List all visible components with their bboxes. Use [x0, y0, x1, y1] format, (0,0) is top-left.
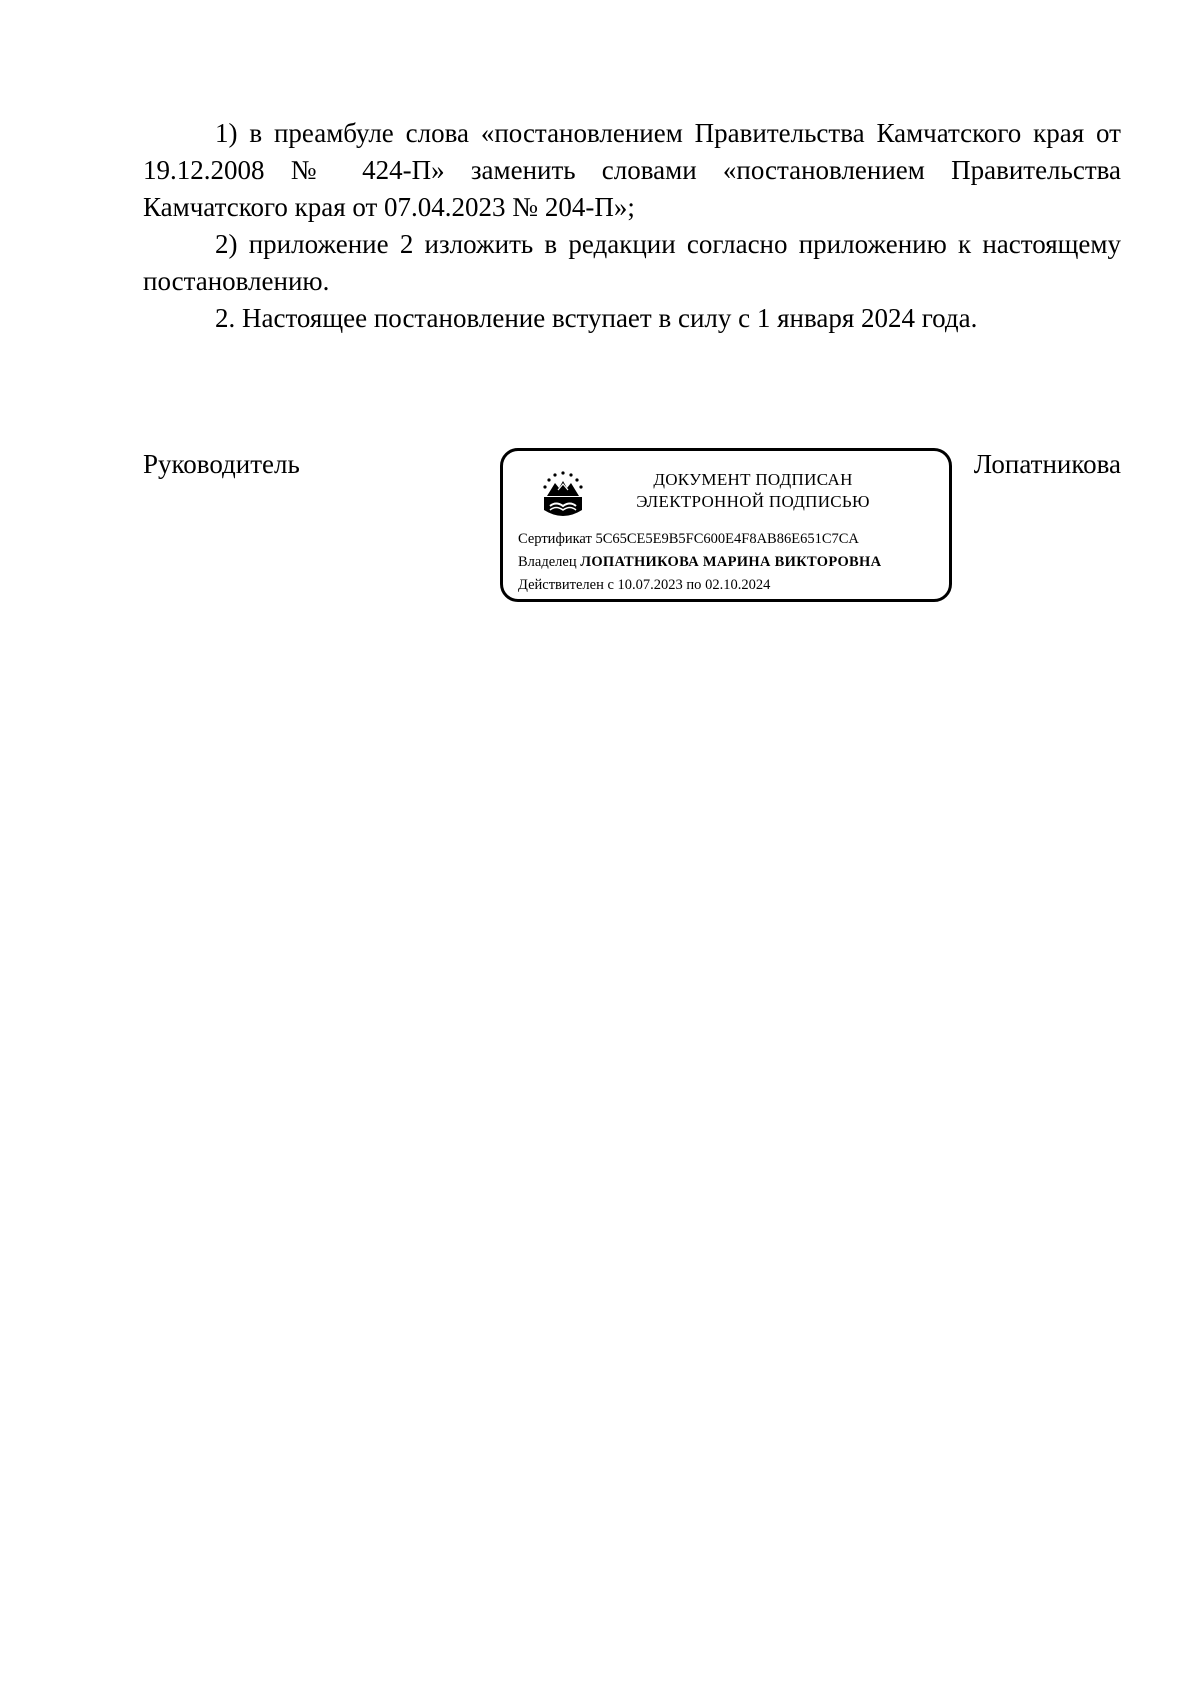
valid-to: 02.10.2024 [705, 577, 771, 593]
stamp-owner-line [518, 553, 881, 571]
stamp-validity-line [518, 576, 770, 594]
stamp-certificate-line [518, 530, 859, 548]
valid-from: 10.07.2023 [617, 577, 683, 593]
valid-from-prefix: с [607, 577, 614, 593]
stamp-header-line2: ЭЛЕКТРОННОЙ ПОДПИСЬЮ [636, 492, 870, 511]
signatory-title: Руководитель [143, 449, 300, 479]
valid-label: Действителен [518, 577, 604, 593]
electronic-signature-stamp [500, 448, 952, 602]
kamchatka-emblem-icon [541, 470, 585, 520]
document-body [143, 115, 1121, 337]
paragraph-appendix-change: 2) приложение 2 изложить в редакции согласно приложению к настоящему постановлению. [143, 229, 1121, 296]
certificate-label: Сертификат [518, 531, 592, 547]
stamp-header [603, 469, 903, 513]
stamp-header-line1: ДОКУМЕНТ ПОДПИСАН [653, 470, 853, 489]
owner-value: ЛОПАТНИКОВА МАРИНА ВИКТОРОВНА [580, 554, 882, 570]
paragraph-effective-date: 2. Настоящее постановление вступает в силу с 1 января 2024 года. [215, 303, 978, 333]
certificate-value: 5C65CE5E9B5FC600E4F8AB86E651C7CA [595, 531, 859, 547]
paragraph-preamble-change: 1) в преамбуле слова «постановлением Правительства Камчатского края от 19.12.2008 № 424-П» заменить словами «постановлением Правительства Камчатского края от 07.04.2023 № 204-П»; [143, 118, 1121, 222]
valid-to-prefix: по [686, 577, 702, 593]
owner-label: Владелец [518, 554, 577, 570]
signatory-name: Лопатникова [973, 449, 1121, 479]
